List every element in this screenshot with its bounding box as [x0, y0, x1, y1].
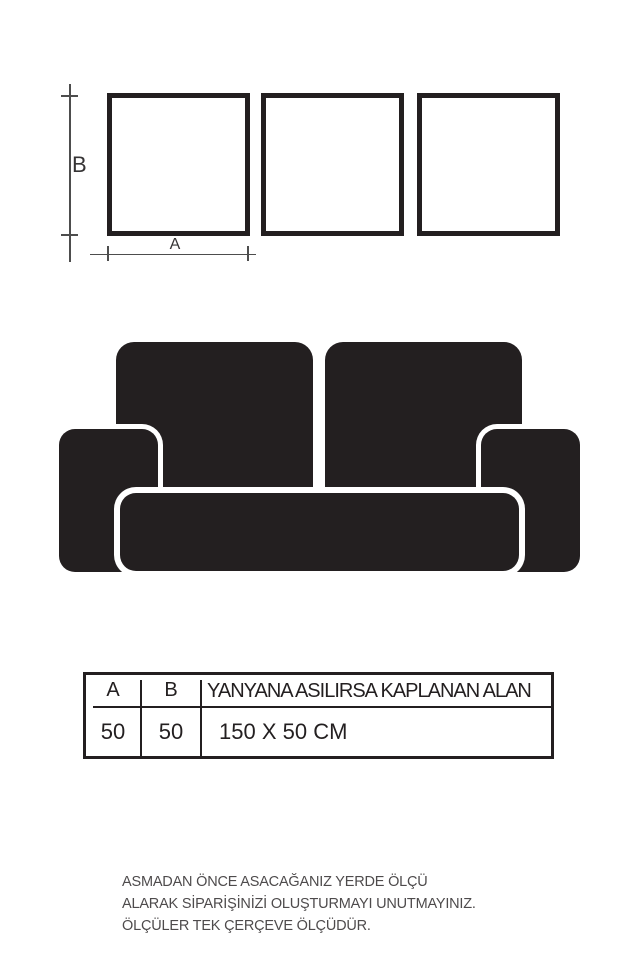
sofa-seat-cushion [120, 493, 519, 571]
footer-note-line-2: ALARAK SİPARİŞİNİZİ OLUŞTURMAYI UNUTMAYINIZ. [122, 896, 476, 912]
height-dimension-label: B [72, 152, 87, 177]
height-dimension-tick-top-icon [61, 95, 78, 97]
table-cell-b-value: 50 [158, 719, 184, 744]
frame-square-1 [107, 93, 250, 236]
table-cell-covered-area-value: 150 X 50 CM [219, 719, 348, 744]
footer-note [122, 871, 542, 937]
table-header-covered-area: YANYANA ASILIRSA KAPLANAN ALAN [207, 680, 531, 702]
height-dimension-tick-bottom-icon [61, 234, 78, 236]
width-dimension-tick-right-icon [247, 246, 249, 261]
size-table [83, 672, 554, 759]
footer-note-line-3: ÖLÇÜLER TEK ÇERÇEVE ÖLÇÜDÜR. [122, 918, 371, 934]
sofa-icon [59, 338, 580, 576]
frame-square-2 [261, 93, 404, 236]
table-header-a: A [106, 679, 120, 701]
width-dimension-label: A [169, 236, 181, 253]
frame-square-3 [417, 93, 560, 236]
table-cell-a-value: 50 [100, 719, 126, 744]
table-header-b: B [164, 679, 178, 701]
footer-note-line-1: ASMADAN ÖNCE ASACAĞANIZ YERDE ÖLÇÜ [122, 874, 428, 890]
width-dimension-tick-left-icon [107, 246, 109, 261]
